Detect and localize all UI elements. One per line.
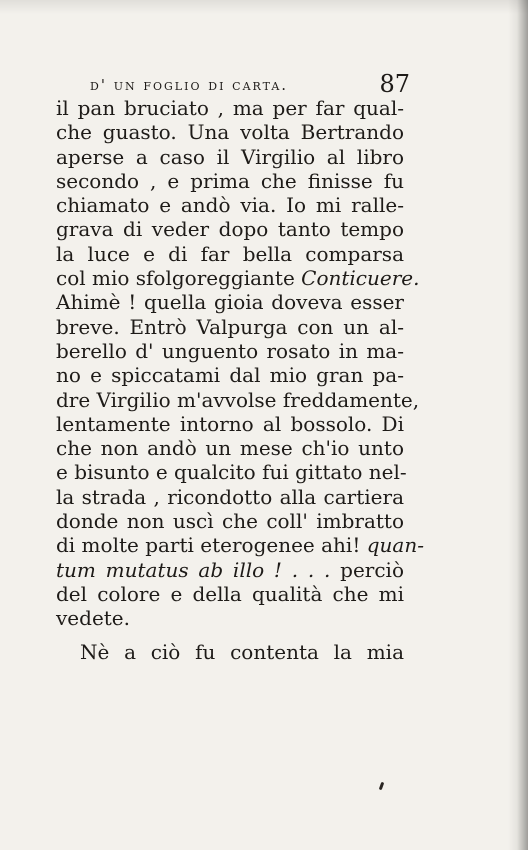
text-line: aperse a caso il Virgilio al libro [56, 144, 404, 169]
text-run: col mio sfolgoreggiante [56, 266, 295, 291]
text-line: che guasto. Una volta Bertrando [56, 120, 404, 145]
text-run: di molte parti eterogenee ahi! [56, 533, 361, 558]
text-line: la strada , ricondotto alla cartiera [56, 484, 404, 509]
text-line: grava di veder dopo tanto tempo [56, 217, 404, 242]
text-line: donde non uscì che coll' imbratto [56, 509, 404, 534]
text-line [56, 266, 420, 291]
text-line: il pan bruciato , ma per far qual- [56, 96, 404, 120]
text-line: Ahimè ! quella gioia doveva esser [56, 290, 404, 315]
text-line: chiamato e andò via. Io mi ralle- [56, 193, 404, 218]
text-line: no e spiccatami dal mio gran pa- [56, 363, 404, 388]
text-line: la luce e di far bella comparsa [56, 241, 404, 266]
text-line: berello d' unguento rosato in ma- [56, 338, 404, 363]
text-line [56, 558, 404, 582]
text-line: e bisunto e qualcito fui gittato nel- [56, 460, 407, 485]
text-line: Nè a ciò fu contenta la mia [80, 639, 404, 664]
page-number: 87 [379, 70, 410, 98]
page-edge-shadow [508, 0, 528, 850]
running-title: d' un foglio di carta. [90, 76, 289, 94]
text-line: breve. Entrò Valpurga con un al- [56, 314, 404, 339]
text-run: perciò [340, 557, 404, 582]
text-line: vedete. [56, 606, 131, 631]
text-line: secondo , e prima che finisse fu [56, 168, 404, 193]
page-top-shadow [0, 0, 528, 14]
italic-quote: Conticuere. [301, 266, 420, 291]
ink-speck [379, 782, 385, 791]
text-line: del colore e della qualità che mi [56, 581, 404, 606]
text-line: che non andò un mese ch'io unto [56, 436, 404, 461]
body-text [56, 96, 424, 664]
text-line: lentamente intorno al bossolo. Di [56, 411, 404, 436]
text-line [56, 533, 424, 558]
italic-quote: quan- [366, 533, 424, 558]
text-line: dre Virgilio m'avvolse freddamente, [56, 387, 420, 412]
italic-quote: tum mutatus ab illo ! . . . [56, 557, 331, 582]
